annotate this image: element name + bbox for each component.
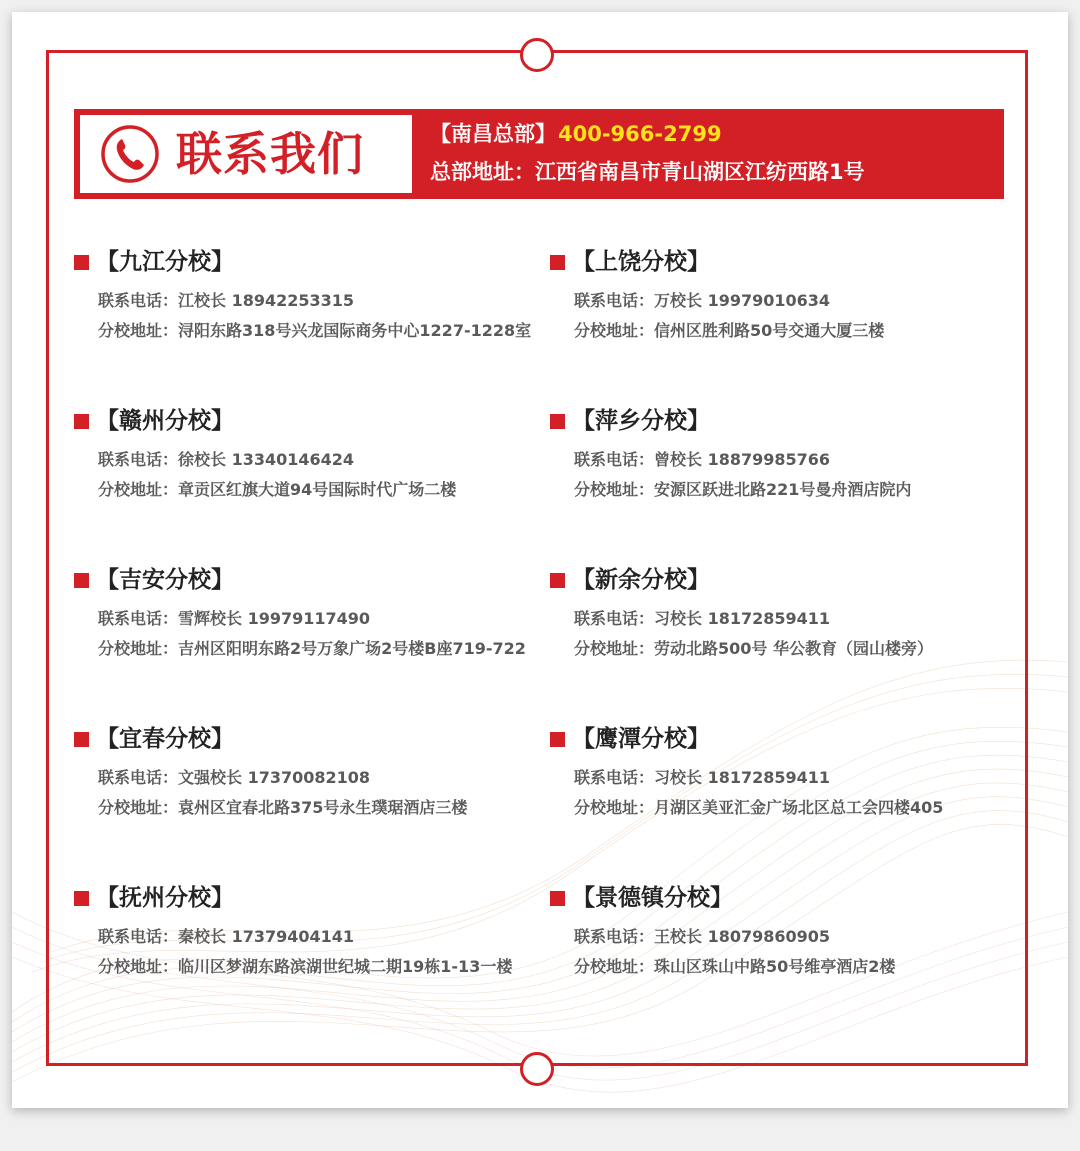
branch-phone: 联系电话：万校长 19979010634 — [574, 291, 831, 310]
branch-phone: 联系电话：习校长 18172859411 — [574, 768, 831, 787]
phone-icon — [100, 124, 160, 184]
hq-address-label: 总部地址： — [430, 160, 535, 184]
branch-address: 分校地址：吉州区阳明东路2号万象广场2号楼B座719-722 — [98, 639, 526, 658]
branch-address: 分校地址：章贡区红旗大道94号国际时代广场二楼 — [98, 480, 457, 499]
branch-phone: 联系电话：徐校长 13340146424 — [98, 450, 355, 469]
bullet-square — [550, 732, 565, 747]
branch-name: 【吉安分校】 — [96, 567, 234, 593]
hq-label: 【南昌总部】 — [430, 122, 556, 146]
title-box — [80, 115, 412, 193]
branch-name: 【萍乡分校】 — [572, 408, 710, 434]
branch-name: 【九江分校】 — [96, 249, 234, 275]
branch-name: 【宜春分校】 — [96, 726, 234, 752]
branch-address: 分校地址：劳动北路500号 华公教育（园山楼旁） — [574, 639, 933, 658]
hq-phone-number: 400-966-2799 — [558, 122, 722, 146]
branch-address: 分校地址：月湖区美亚汇金广场北区总工会四楼405 — [574, 798, 944, 817]
branch-address: 分校地址：信州区胜利路50号交通大厦三楼 — [574, 321, 885, 340]
branch-name: 【抚州分校】 — [96, 885, 234, 911]
bottom-ring-ornament — [520, 1052, 554, 1086]
branch-address: 分校地址：安源区跃进北路221号曼舟酒店院内 — [574, 480, 912, 499]
branch-name: 【新余分校】 — [572, 567, 710, 593]
branch-name: 【鹰潭分校】 — [572, 726, 710, 752]
branch-phone: 联系电话：秦校长 17379404141 — [98, 927, 355, 946]
branch-phone: 联系电话：王校长 18079860905 — [574, 927, 831, 946]
branch-address: 分校地址：袁州区宜春北路375号永生璞琚酒店三楼 — [98, 798, 468, 817]
branch-name: 【上饶分校】 — [572, 249, 710, 275]
branch-address: 分校地址：浔阳东路318号兴龙国际商务中心1227-1228室 — [98, 321, 532, 340]
branch-phone: 联系电话：曾校长 18879985766 — [574, 450, 831, 469]
page-title: 联系我们 — [176, 127, 364, 181]
branch-phone: 联系电话：习校长 18172859411 — [574, 609, 831, 628]
bullet-square — [74, 891, 89, 906]
branch-address: 分校地址：珠山区珠山中路50号维亭酒店2楼 — [574, 957, 896, 976]
branch-name: 【赣州分校】 — [96, 408, 234, 434]
branch-name: 【景德镇分校】 — [572, 885, 733, 911]
hq-phone-line — [430, 119, 722, 149]
bullet-square — [74, 732, 89, 747]
hq-address: 江西省南昌市青山湖区江纺西路1号 — [535, 160, 865, 184]
branch-phone: 联系电话：文强校长 17370082108 — [98, 768, 371, 787]
bullet-square — [550, 573, 565, 588]
bullet-square — [550, 255, 565, 270]
bullet-square — [74, 255, 89, 270]
bullet-square — [74, 414, 89, 429]
branch-phone: 联系电话：雪辉校长 19979117490 — [98, 609, 371, 628]
contact-card — [12, 12, 1068, 1108]
bullet-square — [74, 573, 89, 588]
hq-address-line — [430, 157, 865, 187]
bullet-square — [550, 414, 565, 429]
top-ring-ornament — [520, 38, 554, 72]
bullet-square — [550, 891, 565, 906]
branch-phone: 联系电话：江校长 18942253315 — [98, 291, 355, 310]
branch-address: 分校地址：临川区梦湖东路滨湖世纪城二期19栋1-13一楼 — [98, 957, 513, 976]
header-banner — [74, 109, 1004, 199]
